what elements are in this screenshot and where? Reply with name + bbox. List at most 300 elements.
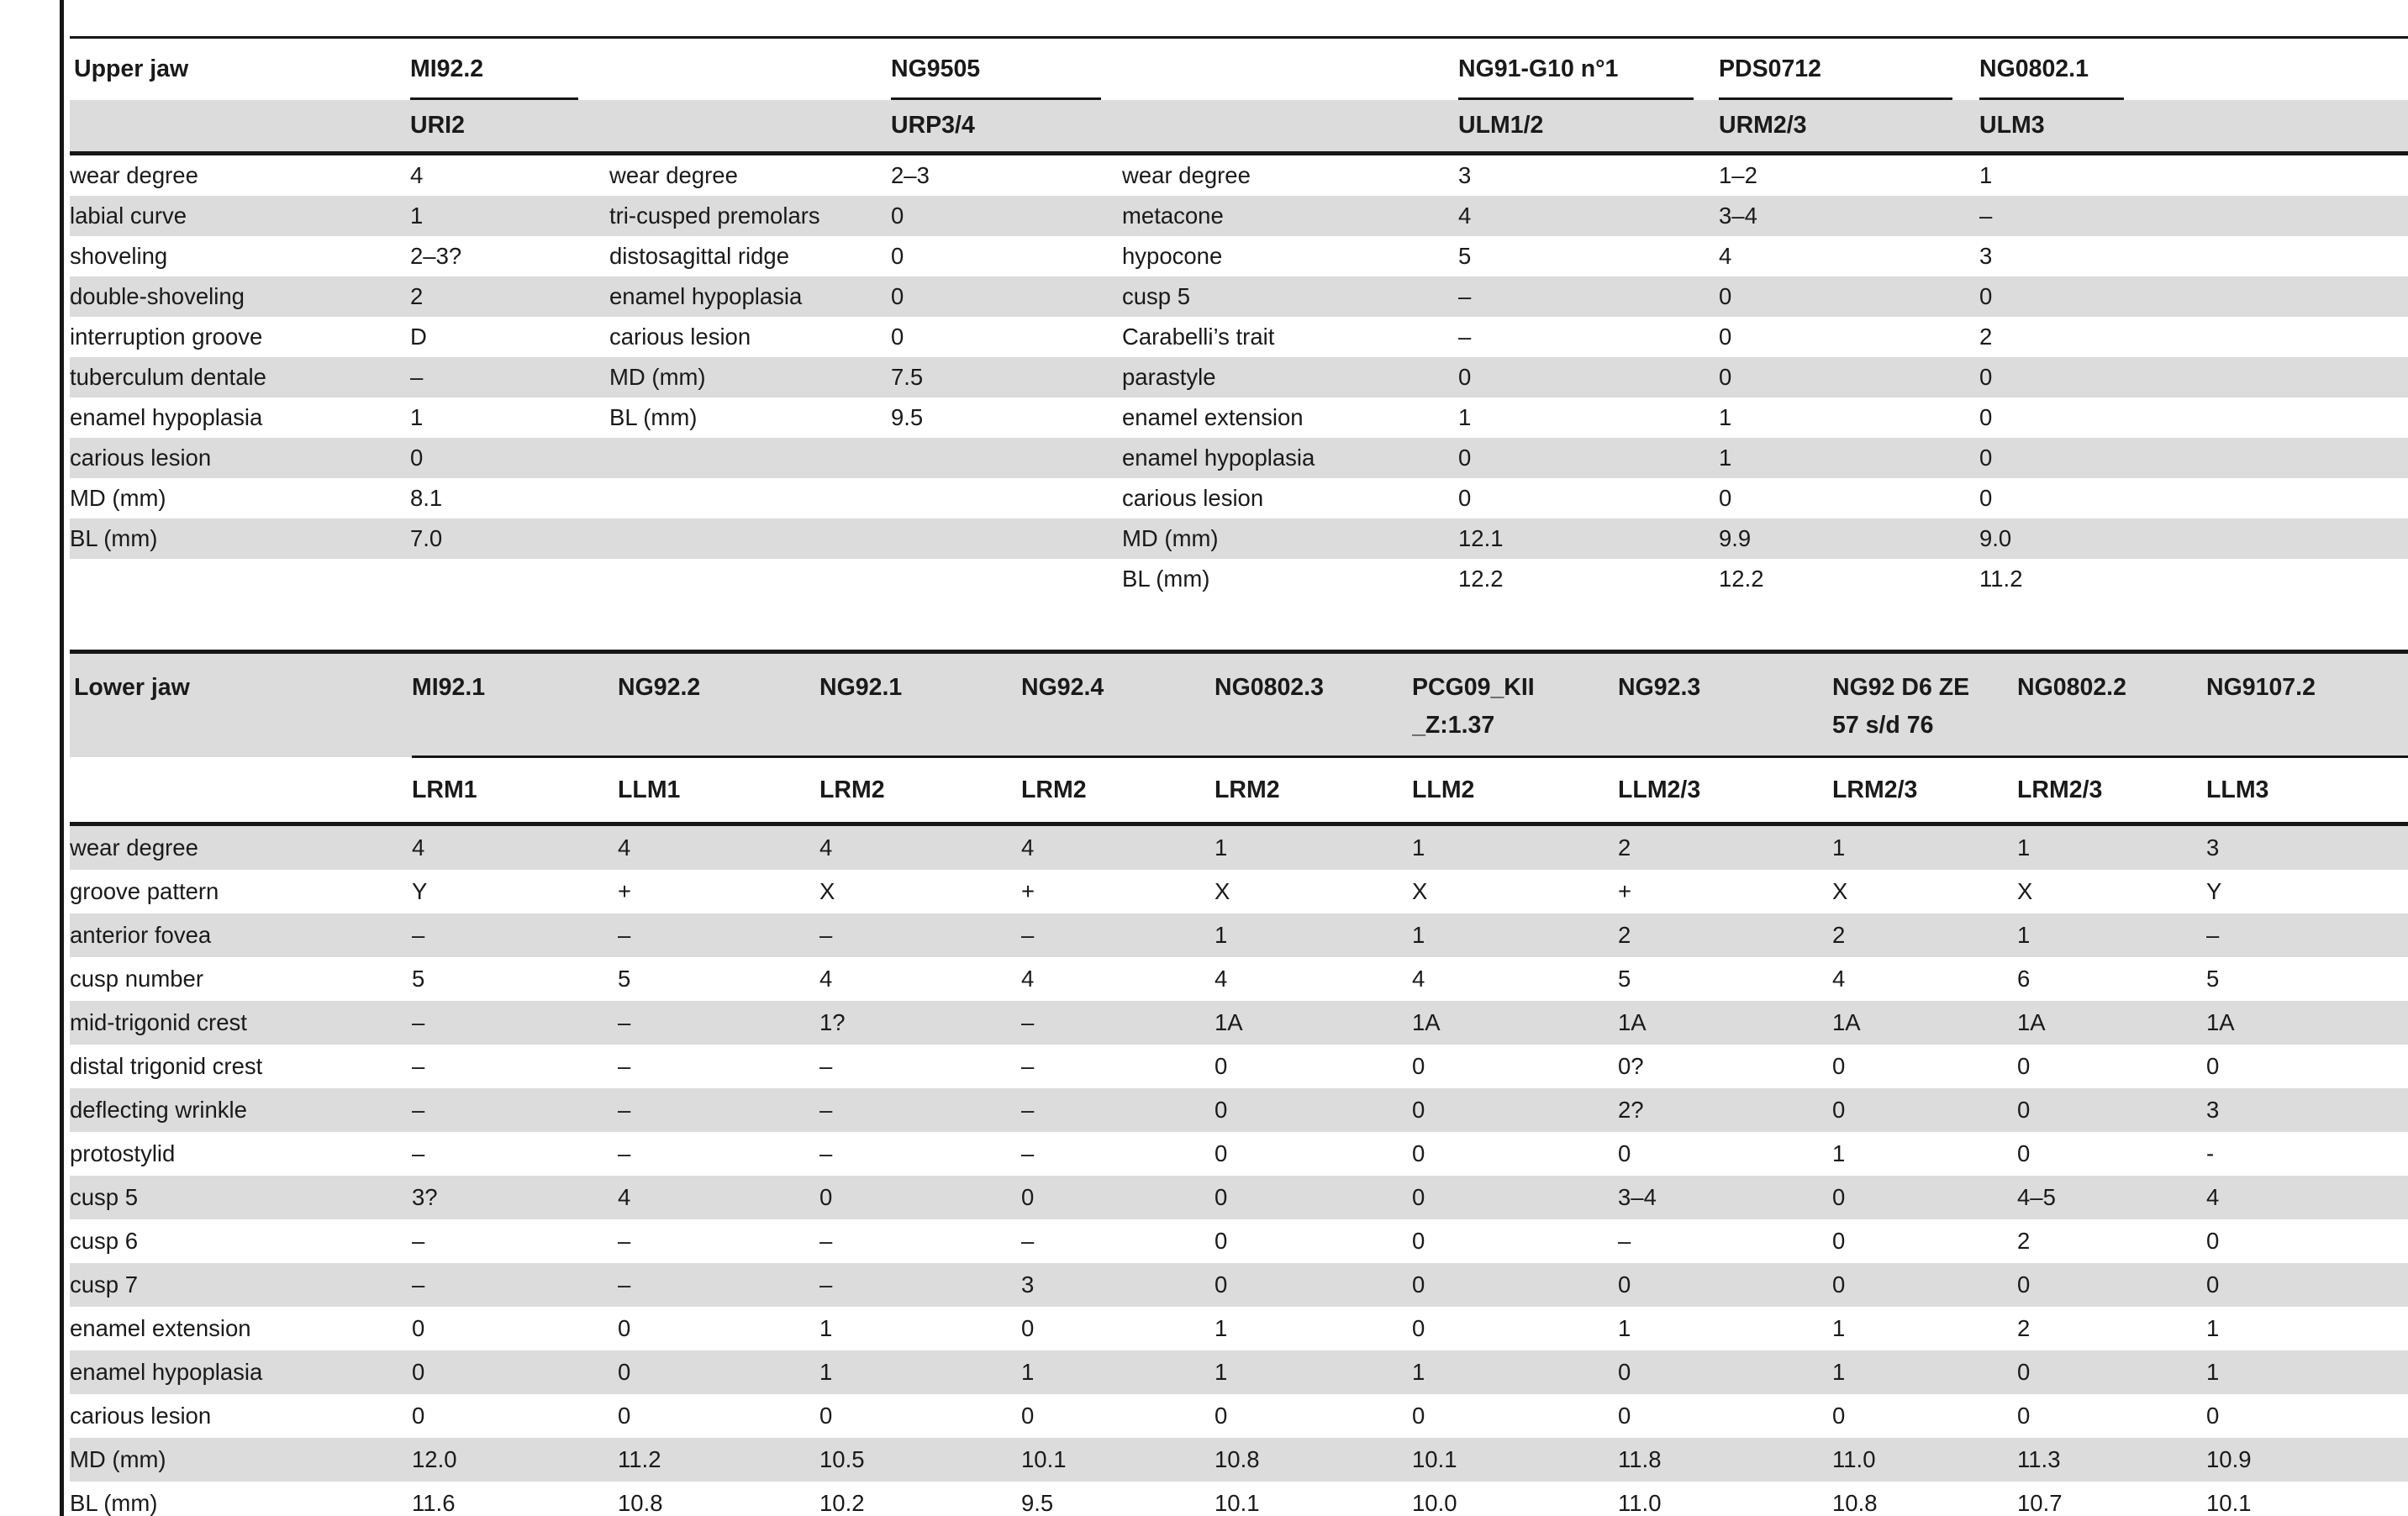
value-cell: 10.8 [1215, 1446, 1260, 1472]
value-cell: 3 [1979, 243, 1993, 269]
value-cell: 4–5 [2017, 1184, 2056, 1210]
trait-label-cell [70, 559, 410, 599]
value-cell: 0 [891, 324, 904, 350]
table-row [70, 236, 2408, 276]
value-cell: 0 [1618, 1271, 1631, 1298]
value-cell: 0 [1215, 1271, 1228, 1298]
value-cell: 1 [1215, 1359, 1228, 1385]
trait-label-cell: hypocone [1122, 243, 1223, 269]
value-cell: 0 [819, 1184, 833, 1210]
value-cell: – [819, 1228, 833, 1254]
value-cell: – [618, 922, 631, 948]
value-cell: – [618, 1053, 631, 1079]
value-cell: – [412, 1097, 425, 1123]
trait-label-cell: BL (mm) [1122, 566, 1210, 592]
value-cell: 6 [2017, 966, 2031, 992]
value-cell: – [618, 1009, 631, 1035]
value-cell: 1? [819, 1009, 846, 1035]
value-cell: 1A [2017, 1009, 2046, 1035]
lower-specimen-header-row [70, 652, 2408, 757]
value-cell: 4 [618, 834, 631, 861]
value-cell: 0 [1412, 1271, 1425, 1298]
table-row [70, 1394, 2408, 1438]
value-cell: – [412, 1271, 425, 1298]
value-cell: 10.1 [1021, 1446, 1067, 1472]
tooth-header-lrm2-3-a: LRM2/3 [1832, 757, 2017, 824]
value-cell: 7.5 [891, 364, 924, 390]
header-gap [70, 757, 412, 824]
value-cell: 1A [1618, 1009, 1647, 1035]
table-row [70, 276, 2408, 317]
value-cell: 0 [1832, 1228, 1846, 1254]
specimen-header-ng92-2: NG92.2 [618, 652, 819, 757]
specimen-header-ng0802-1: NG0802.1 [1979, 38, 2408, 101]
value-cell: 1 [1412, 922, 1425, 948]
value-cell: 4 [1021, 966, 1035, 992]
value-cell: 0 [819, 1403, 833, 1429]
value-cell: 0 [1215, 1140, 1228, 1166]
value-cell: 1 [819, 1359, 833, 1385]
tooth-header-lrm1: LRM1 [412, 757, 618, 824]
value-cell: 4 [618, 1184, 631, 1210]
trait-label-cell: parastyle [1122, 364, 1216, 390]
tooth-header-llm2-3: LLM2/3 [1618, 757, 1832, 824]
value-cell: – [819, 1140, 833, 1166]
value-cell: 5 [1618, 966, 1631, 992]
value-cell: 0 [1412, 1184, 1425, 1210]
value-cell: – [412, 1053, 425, 1079]
value-cell: 0 [1021, 1403, 1035, 1429]
lower-tooth-header-row [70, 757, 2408, 824]
value-cell: – [618, 1097, 631, 1123]
table-row [70, 196, 2408, 236]
value-cell: 0 [1412, 1097, 1425, 1123]
value-cell: – [412, 1009, 425, 1035]
value-cell: 5 [412, 966, 425, 992]
header-gap [1122, 38, 1458, 101]
table-row [70, 1482, 2408, 1516]
value-cell: 0 [1412, 1403, 1425, 1429]
value-cell: 0 [1979, 485, 1993, 511]
value-cell: 3 [1021, 1271, 1035, 1298]
trait-label-cell [609, 518, 891, 559]
value-cell: – [618, 1271, 631, 1298]
table-row [70, 1001, 2408, 1045]
specimen-header-ng9107-2: NG9107.2 [2206, 652, 2408, 757]
trait-label-cell: carious lesion [70, 1403, 212, 1429]
trait-label-cell: deflecting wrinkle [70, 1097, 247, 1123]
value-cell: 0 [618, 1403, 631, 1429]
value-cell: 0 [412, 1315, 425, 1341]
table-row [70, 397, 2408, 438]
value-cell: 2–3? [410, 243, 462, 269]
tooth-header-lrm2-3-b: LRM2/3 [2017, 757, 2206, 824]
value-cell: 3 [2206, 834, 2220, 861]
header-gap [70, 100, 410, 154]
trait-label-cell: tri-cusped premolars [609, 203, 820, 229]
trait-label-cell: interruption groove [70, 324, 263, 350]
trait-label-cell: carious lesion [1122, 485, 1264, 511]
value-cell: 1A [1832, 1009, 1861, 1035]
value-cell: 0 [891, 283, 904, 309]
value-cell: Y [412, 878, 428, 904]
trait-label-cell: tuberculum dentale [70, 364, 266, 390]
value-cell: X [1412, 878, 1428, 904]
value-cell: 0 [2206, 1271, 2220, 1298]
value-cell: 1 [1215, 1315, 1228, 1341]
specimen-header-ng92-d6-ze: NG92 D6 ZE 57 s/d 76 [1832, 652, 2017, 757]
value-cell: – [1618, 1228, 1631, 1254]
table-row [70, 1045, 2408, 1088]
value-cell [891, 478, 1122, 518]
value-cell: 0 [1412, 1315, 1425, 1341]
value-cell: 2? [1618, 1097, 1644, 1123]
value-cell: D [410, 324, 427, 350]
lower-table-title: Lower jaw [70, 652, 412, 757]
table-row [70, 1350, 2408, 1394]
value-cell: 1A [1412, 1009, 1441, 1035]
header-gap [609, 38, 891, 101]
value-cell: 3 [1458, 162, 1472, 188]
value-cell: 0 [410, 445, 424, 471]
value-cell [891, 559, 1122, 599]
value-cell: 5 [2206, 966, 2220, 992]
value-cell: 0 [1412, 1140, 1425, 1166]
value-cell: 1 [1719, 404, 1732, 430]
trait-label-cell: MD (mm) [70, 485, 166, 511]
value-cell: 10.2 [819, 1490, 865, 1516]
specimen-header-ng91-g10: NG91-G10 n°1 [1458, 38, 1719, 101]
value-cell: 0 [2017, 1097, 2031, 1123]
value-cell: 10.1 [2206, 1490, 2252, 1516]
upper-jaw-table [70, 36, 2408, 599]
value-cell: – [819, 1053, 833, 1079]
value-cell: 9.9 [1719, 525, 1752, 551]
value-cell: 0 [1979, 364, 1993, 390]
value-cell: 1 [819, 1315, 833, 1341]
value-cell: 9.0 [1979, 525, 2012, 551]
value-cell: – [412, 1140, 425, 1166]
value-cell: – [412, 1228, 425, 1254]
table-row [70, 1088, 2408, 1132]
table-row [70, 1219, 2408, 1263]
specimen-header-ng0802-3: NG0802.3 [1215, 652, 1412, 757]
value-cell: 12.2 [1458, 566, 1504, 592]
trait-label-cell: Carabelli’s trait [1122, 324, 1275, 350]
value-cell: 3–4 [1618, 1184, 1657, 1210]
value-cell: – [1021, 1228, 1035, 1254]
value-cell: 10.7 [2017, 1490, 2063, 1516]
value-cell: 1 [1618, 1315, 1631, 1341]
trait-label-cell: carious lesion [609, 324, 751, 350]
value-cell: 10.1 [1215, 1490, 1260, 1516]
value-cell: 12.0 [412, 1446, 457, 1472]
value-cell: – [412, 922, 425, 948]
value-cell: + [1021, 878, 1035, 904]
value-cell: 0 [1412, 1228, 1425, 1254]
specimen-header-pds0712: PDS0712 [1719, 38, 1979, 101]
value-cell: 11.0 [1618, 1490, 1662, 1516]
trait-label-cell: MD (mm) [70, 1446, 166, 1472]
header-gap [1122, 100, 1458, 154]
table-row [70, 438, 2408, 478]
value-cell: 1 [410, 404, 424, 430]
value-cell: 1 [1979, 162, 1993, 188]
value-cell: 9.5 [1021, 1490, 1054, 1516]
value-cell: Y [2206, 878, 2222, 904]
value-cell: 1 [2206, 1359, 2220, 1385]
value-cell: 0 [1215, 1053, 1228, 1079]
value-cell: 0 [2206, 1228, 2220, 1254]
value-cell: 0 [1215, 1184, 1228, 1210]
value-cell: 0 [1618, 1140, 1631, 1166]
value-cell: 1 [1458, 404, 1472, 430]
value-cell: 0 [2017, 1403, 2031, 1429]
table-row [70, 154, 2408, 197]
value-cell: 1 [1832, 1315, 1846, 1341]
table-row [70, 1263, 2408, 1307]
table-row [70, 559, 2408, 599]
value-cell: 2 [1618, 834, 1631, 861]
value-cell: 11.2 [618, 1446, 661, 1472]
value-cell: 0 [1719, 364, 1732, 390]
value-cell: 1 [1412, 1359, 1425, 1385]
trait-label-cell: wear degree [70, 834, 198, 861]
trait-label-cell: enamel hypoplasia [1122, 445, 1315, 471]
value-cell: – [1458, 324, 1472, 350]
table-row [70, 1438, 2408, 1482]
value-cell: 0 [618, 1359, 631, 1385]
trait-label-cell: wear degree [609, 162, 738, 188]
value-cell: + [618, 878, 632, 904]
value-cell: 0 [1719, 324, 1732, 350]
trait-label-cell: enamel extension [70, 1315, 251, 1341]
value-cell: 3? [412, 1184, 438, 1210]
value-cell: 1 [2017, 922, 2031, 948]
value-cell: 0 [1618, 1359, 1631, 1385]
value-cell: 11.2 [1979, 566, 2023, 592]
table-row [70, 1307, 2408, 1350]
value-cell: 0 [1719, 485, 1732, 511]
value-cell: 0 [2017, 1271, 2031, 1298]
value-cell: 9.5 [891, 404, 924, 430]
value-cell: – [1458, 283, 1472, 309]
value-cell: 11.8 [1618, 1446, 1662, 1472]
tooth-header-ulm3: ULM3 [1979, 100, 2408, 154]
trait-label-cell: enamel extension [1122, 404, 1304, 430]
table-row [70, 957, 2408, 1001]
table-row [70, 357, 2408, 397]
value-cell: 11.6 [412, 1490, 456, 1516]
trait-label-cell [609, 559, 891, 599]
value-cell: X [819, 878, 835, 904]
upper-table-title: Upper jaw [74, 55, 189, 82]
tooth-header-lrm2-c: LRM2 [1215, 757, 1412, 824]
value-cell: 5 [618, 966, 631, 992]
value-cell: 0 [1021, 1315, 1035, 1341]
trait-label-cell: BL (mm) [609, 404, 698, 430]
value-cell [891, 438, 1122, 478]
value-cell: X [2017, 878, 2033, 904]
value-cell: 4 [1215, 966, 1228, 992]
value-cell: 1A [1215, 1009, 1243, 1035]
value-cell: 0 [412, 1359, 425, 1385]
value-cell: 0 [1719, 283, 1732, 309]
trait-label-cell: BL (mm) [70, 525, 158, 551]
value-cell: 10.8 [618, 1490, 663, 1516]
trait-label-cell: enamel hypoplasia [70, 404, 263, 430]
trait-label-cell: cusp 6 [70, 1228, 139, 1254]
value-cell: – [618, 1228, 631, 1254]
trait-label-cell [609, 438, 891, 478]
value-cell: 11.0 [1832, 1446, 1876, 1472]
value-cell: 2 [1618, 922, 1631, 948]
tooth-header-lrm2-a: LRM2 [819, 757, 1021, 824]
specimen-header-ng9505: NG9505 [891, 38, 1122, 101]
value-cell: 12.1 [1458, 525, 1504, 551]
value-cell: 3–4 [1719, 203, 1757, 229]
value-cell: – [1979, 203, 1993, 229]
value-cell: – [2206, 922, 2220, 948]
upper-specimen-header-row [70, 38, 2408, 101]
value-cell: 11.3 [2017, 1446, 2061, 1472]
value-cell: 0 [1618, 1403, 1631, 1429]
trait-label-cell: MD (mm) [609, 364, 706, 390]
value-cell: 0 [1832, 1184, 1846, 1210]
trait-label-cell: carious lesion [70, 445, 212, 471]
specimen-header-ng92-4: NG92.4 [1021, 652, 1215, 757]
tooth-header-llm1: LLM1 [618, 757, 819, 824]
value-cell: – [410, 364, 424, 390]
trait-label-cell: wear degree [70, 162, 198, 188]
tooth-header-llm3: LLM3 [2206, 757, 2408, 824]
trait-label-cell: BL (mm) [70, 1490, 158, 1516]
value-cell: 0 [1215, 1403, 1228, 1429]
lower-table-body [70, 824, 2408, 1516]
value-cell: 1 [1215, 834, 1228, 861]
value-cell: 0 [1458, 364, 1472, 390]
value-cell: 1 [1832, 834, 1846, 861]
value-cell: 4 [819, 834, 833, 861]
trait-label-cell: anterior fovea [70, 922, 212, 948]
table-row [70, 913, 2408, 957]
value-cell: 1 [1021, 1359, 1035, 1385]
value-cell: 0 [2017, 1140, 2031, 1166]
value-cell: 1 [2017, 834, 2031, 861]
value-cell: 10.1 [1412, 1446, 1457, 1472]
value-cell: 1 [410, 203, 424, 229]
trait-label-cell: MD (mm) [1122, 525, 1219, 551]
value-cell: 1 [1832, 1140, 1846, 1166]
table-row [70, 518, 2408, 559]
trait-label-cell: shoveling [70, 243, 168, 269]
value-cell: 0? [1618, 1053, 1644, 1079]
value-cell: – [819, 1097, 833, 1123]
value-cell: 10.5 [819, 1446, 865, 1472]
value-cell: 2 [1979, 324, 1993, 350]
specimen-header-pcg09-kii: PCG09_KII _Z:1.37 [1412, 652, 1618, 757]
value-cell: - [2206, 1140, 2215, 1166]
trait-label-cell: metacone [1122, 203, 1224, 229]
table-row [70, 824, 2408, 871]
specimen-header-mi92-2: MI92.2 [410, 38, 609, 101]
trait-label-cell: cusp 7 [70, 1271, 139, 1298]
trait-label-cell: distal trigonid crest [70, 1053, 263, 1079]
value-cell: 0 [1979, 404, 1993, 430]
value-cell: 4 [2206, 1184, 2220, 1210]
value-cell: – [1021, 922, 1035, 948]
value-cell: – [1021, 1097, 1035, 1123]
tooth-header-ulm1-2: ULM1/2 [1458, 100, 1719, 154]
value-cell: 1–2 [1719, 162, 1757, 188]
trait-label-cell: cusp number [70, 966, 203, 992]
value-cell: 10.8 [1832, 1490, 1878, 1516]
trait-label-cell: cusp 5 [1122, 283, 1191, 309]
table-row [70, 478, 2408, 518]
tooth-header-lrm2-b: LRM2 [1021, 757, 1215, 824]
value-cell: 4 [1021, 834, 1035, 861]
header-gap [609, 100, 891, 154]
left-border-line [60, 0, 64, 1516]
value-cell: X [1215, 878, 1230, 904]
value-cell: 1 [2206, 1315, 2220, 1341]
value-cell: – [1021, 1053, 1035, 1079]
trait-label-cell: cusp 5 [70, 1184, 139, 1210]
value-cell: X [1832, 878, 1848, 904]
value-cell: 0 [1215, 1228, 1228, 1254]
specimen-header-ng92-3: NG92.3 [1618, 652, 1832, 757]
value-cell: 4 [1832, 966, 1846, 992]
value-cell: 0 [1021, 1184, 1035, 1210]
value-cell: 2 [2017, 1315, 2031, 1341]
value-cell: 0 [2017, 1359, 2031, 1385]
tooth-header-uri2: URI2 [410, 100, 609, 154]
value-cell: 10.0 [1412, 1490, 1457, 1516]
trait-label-cell: double-shoveling [70, 283, 245, 309]
value-cell: 2–3 [891, 162, 930, 188]
value-cell: 8.1 [410, 485, 443, 511]
value-cell: 3 [2206, 1097, 2220, 1123]
trait-label-cell [609, 478, 891, 518]
tooth-header-urm2-3: URM2/3 [1719, 100, 1979, 154]
table-row [70, 1176, 2408, 1219]
value-cell: 0 [618, 1315, 631, 1341]
value-cell: 1 [1215, 922, 1228, 948]
trait-label-cell: enamel hypoplasia [609, 283, 803, 309]
value-cell [410, 559, 609, 599]
value-cell: 0 [1832, 1403, 1846, 1429]
value-cell: 0 [2206, 1403, 2220, 1429]
value-cell: 1A [2206, 1009, 2235, 1035]
value-cell: 5 [1458, 243, 1472, 269]
value-cell: 4 [1719, 243, 1732, 269]
table-row [70, 870, 2408, 913]
value-cell: 0 [2206, 1053, 2220, 1079]
value-cell: 0 [1979, 283, 1993, 309]
trait-label-cell: labial curve [70, 203, 187, 229]
lower-jaw-table [70, 650, 2408, 1516]
value-cell: – [819, 1271, 833, 1298]
value-cell: – [618, 1140, 631, 1166]
value-cell: 4 [412, 834, 425, 861]
value-cell: 0 [1215, 1097, 1228, 1123]
value-cell [891, 518, 1122, 559]
value-cell: 0 [891, 203, 904, 229]
trait-label-cell: mid-trigonid crest [70, 1009, 247, 1035]
value-cell: 0 [2017, 1053, 2031, 1079]
value-cell: 2 [2017, 1228, 2031, 1254]
value-cell: 7.0 [410, 525, 443, 551]
